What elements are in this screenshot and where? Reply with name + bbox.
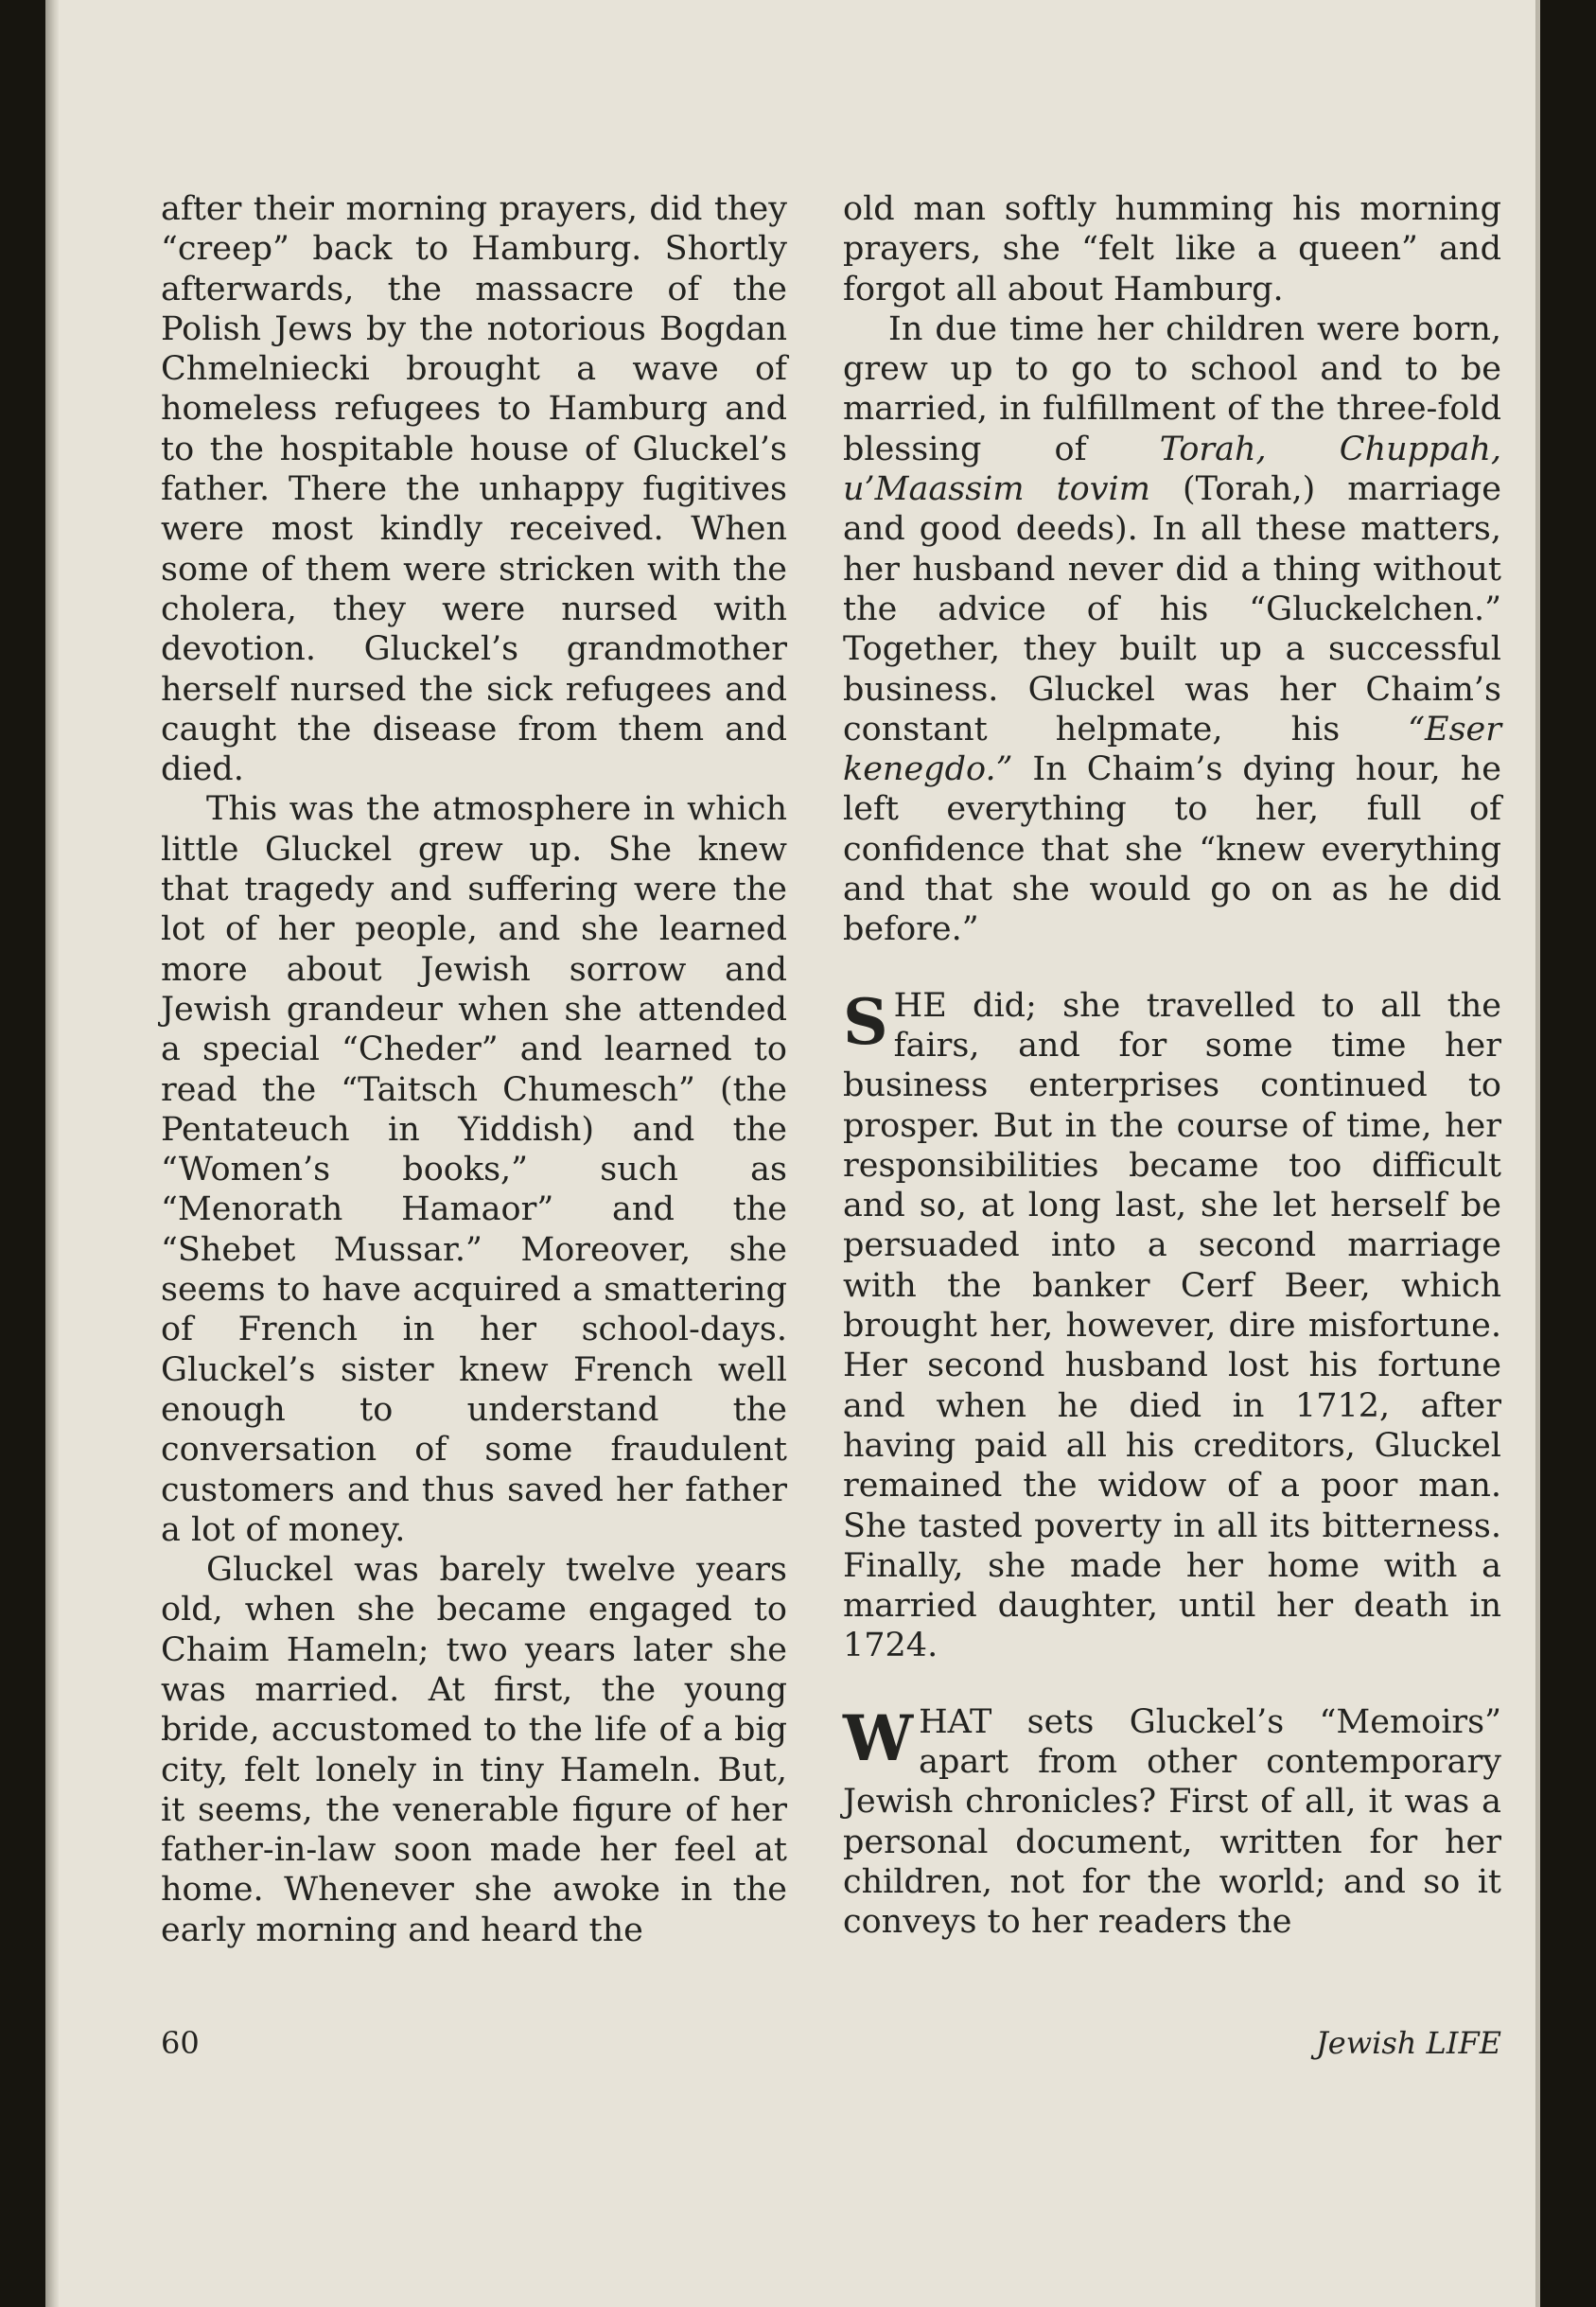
right-paragraph-3 <box>843 986 1501 1666</box>
right-paragraph-3-text: HE did; she travelled to all the fairs, and for some time her business enterprises continued to prosper. But in the course of time, her responsibilities became too difficult and so, at long last, she let herself be persuaded into a second marriage with the banker Cerf Beer, which brought her, however, dire misfortune. Her second husband lost his fortune and when he died in 1712, after having paid all his creditors, Gluckel remained the widow of a poor man. She tasted poverty in all its bitterness. Finally, she made her home with a married daughter, until her death in 1724. <box>843 986 1501 1665</box>
left-paragraph-2: This was the atmosphere in which little Gluckel grew up. She knew that tragedy and suffering were the lot of her people, and she learned more about Jewish sorrow and Jewish grandeur when she attended a special “Cheder” and learned to read the “Taitsch Chumesch” (the Pentateuch in Yiddish) and the “Women’s books,” such as “Menorath Hamaor” and the “Shebet Mussar.” Moreover, she seems to have acquired a smattering of French in her school-days. Gluckel’s sister knew French well enough to understand the conversation of some fraudulent customers and thus saved her father a lot of money. <box>161 790 787 1549</box>
magazine-title: Jewish LIFE <box>1315 2025 1501 2061</box>
section-break <box>843 1666 1501 1702</box>
page-edge <box>1535 0 1540 2307</box>
right-paragraph-2 <box>843 309 1501 950</box>
section-break <box>843 950 1501 986</box>
right-paragraph-4 <box>843 1702 1501 1943</box>
right-paragraph-1: old man softly humming his morning prayers, she “felt like a queen” and forgot all about Hamburg. <box>843 190 1501 308</box>
left-paragraph-1: after their morning prayers, did they “creep” back to Hamburg. Shortly afterwards, the massacre of the Polish Jews by the notorious Bogdan Chmelniecki brought a wave of homeless refugees to Hamburg and to the hospitable house of Gluckel’s father. There the unhappy fugitives were most kindly received. When some of them were stricken with the cholera, they were nursed with devotion. Gluckel’s grandmother herself nursed the sick refugees and caught the disease from them and died. <box>161 190 787 789</box>
left-column <box>161 189 787 1950</box>
magazine-page <box>45 0 1540 2307</box>
drop-cap: W <box>843 1700 914 1775</box>
page-binding-shadow <box>45 0 59 2307</box>
page-number: 60 <box>161 2025 200 2061</box>
right-paragraph-2-text-a: In due time her children were born, grew up to go to school and to be married, in fulfillment of the three-fold blessing of <box>843 309 1501 468</box>
right-paragraph-2-text-c: In Chaim’s dying hour, he left everything to her, full of confidence that she “knew everything and that she would go on as he did before.” <box>843 750 1501 949</box>
right-paragraph-2-italic-a: Torah, Chuppah, u’Maassim tovim <box>843 430 1501 509</box>
right-paragraph-2-text-b: (Torah,) marriage and good deeds). In all these matters, her husband never did a thing without the advice of his “Gluckelchen.” Together, they built up a successful business. Gluckel was her Chaim’s constant helpmate, his <box>843 470 1501 748</box>
drop-cap: S <box>843 984 888 1059</box>
right-paragraph-2-italic-b: “Eser kenegdo.” <box>843 710 1501 789</box>
right-paragraph-4-text: HAT sets Gluckel’s “Memoirs” apart from other contemporary Jewish chronicles? First of all, it was a personal document, written for her children, not for the world; and so it conveys to her readers the <box>843 1702 1501 1942</box>
right-column <box>843 189 1501 1942</box>
left-paragraph-3: Gluckel was barely twelve years old, when she became engaged to Chaim Hameln; two years later she was married. At first, the young bride, accustomed to the life of a big city, felt lonely in tiny Hameln. But, it seems, the venerable figure of her father-in-law soon made her feel at home. Whenever she awoke in the early morning and heard the <box>161 1551 787 1949</box>
